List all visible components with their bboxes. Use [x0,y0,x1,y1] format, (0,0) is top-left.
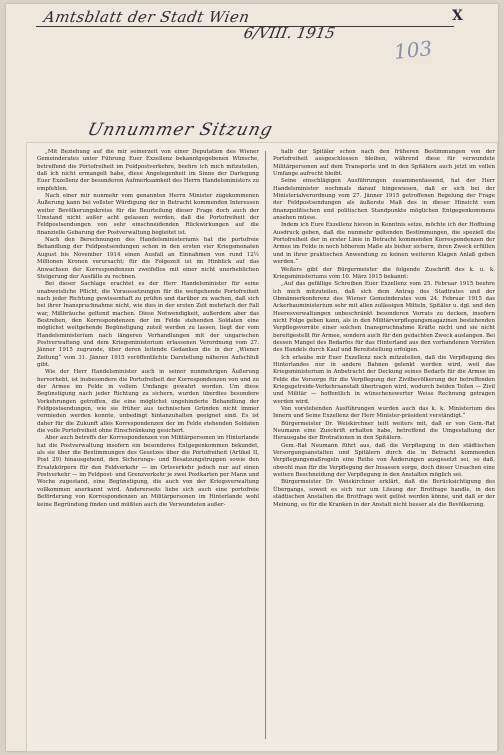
column-divider [265,151,266,739]
left-column [37,149,259,741]
paragraph: halb der Spitäler schon nach den früheren Bestimmungen von der Portofreiheit ausgeschlossen bleiben, während diese für verwundete Militärpersonen auf dem Transporte und in den Spitälern auch jetzt im vollen Umfange aufrecht bleibt. [273,149,495,178]
paragraph: „Auf das gefällige Schreiben Euer Exzellenz vom 25. Februar 1915 beehre ich mich mitzuteilen, daß sich dem Antrag des Stadtrates und der Obmännerkonferenz des Wiener Gemeinderates vom 24. Februar 1915 das Ackerbauministerium sehr mit allen zulässigen Mitteln, Spitäler u. dgl. und den Heeresverwaltungen unbeschränkt besonderen Vorrats zu decken, insofern nicht Folge geben kann, als in den Militärverpflegungsmagazinen bestehenden Verpflegsvorräte einer solchen Inanspruchnahme Kräfte nicht und sie nicht bereitgestellt für Armee, sondern auch für den gedachten Zweck auslangen. Bei dessen Mangel des Bedarfes für das Hinterland aus den vorhandenen Vorräten des Handels durch Kauf und Bereitstellung erfolgen. [273,281,495,354]
paragraph: Bürgermeister Dr. Weiskirchner teilt weiters mit, daß er von Gem.-Rat Neumann eine Zuschrift erhalten habe, betreffend die Umgestaltung der Herausgabe der Brotrationen in den Spitälern. [273,420,495,442]
page-number: 103 [392,36,434,64]
header-underline [36,26,454,27]
handwritten-subtitle: Unnummer Sitzung [85,120,276,140]
paragraph: Indem ich Eure Exzellenz hievon in Kenntnis setze, möchte ich der Hoffnung Ausdruck geben, daß die nunmehr geltenden Bestimmungen, die speziell die Portofreiheit der in erster Linie in Betracht kommenden Korrespondenzen der Armee im Felde in noch höherem Maße als bisher sichern, ihren Zweck erfüllen und in ihrer praktischen Anwendung zu keinen weiteren Klagen Anlaß geben werden.“ [273,222,495,266]
paragraph: Weiters gibt der Bürgermeister die folgende Zuschrift des k. u. k. Kriegsministeriums vom 10. März 1915 bekannt: [273,266,495,280]
paragraph: Seine einschlägigen Ausführungen zusammenfassend, hat der Herr Handelsminister nochmals darauf hingewiesen, daß er sich bei der Ministerialverordnung vom 27. Jänner 1915 getroffenen Regelung der Frage der Feldpostsendungen als äußerste Maß des in dieser Hinsicht vom finanzpolitischen und politischen Standpunkte möglichen Entgegenkommens ansehen müsse. [273,178,495,222]
paragraph: Bei dieser Sachlage erachtet es der Herr Handelsminister für seine unabweisliche Pflicht, die Voraussetzungen für die weitgehende Portofreiheit nach jeder Richtung gewissenhaft zu prüfen und darüber zu wachen, daß sich bei ihrer Inanspruchnahme nicht, wie dies in der ersten Zeit mehrfach der Fall war, Mißbräuche geltend machen. Diese Notwendigkeit, außerdem aber das Bestreben, den Korrespondenzen der im Felde stehenden Soldaten eine möglichst weitgehende Begünstigung zuteil werden zu lassen, liegt der vom Handelsministerium nach längeren Verhandlungen mit der ungarischen Postverwaltung und dem Kriegsministerium erlassenen Verordnung vom 27. Jänner 1915 zugrunde, über deren leitende Gedanken die in der „Wiener Zeitung“ vom 31. Jänner 1915 veröffentlichte Darstellung näheren Aufschluß gibt. [37,281,259,368]
paragraph: Gem.-Rat Neumann führt aus, daß die Verpflegung in den städtischen Versorgungsanstalten und Spitälern durch die in Betracht kommenden Verpflegungsmaßregeln eine Reihe von Änderungen ausgesetzt sei, so daß, obwohl man für die Verpflegung der Insassen sorge, doch dieser Ursachen eine weitere Beschneidung der Verpflegung in den Anstalten möglich sei. [273,442,495,479]
paragraph: Wie der Herr Handelsminister auch in seiner nunmehrigen Äußerung hervorhebt, ist insbesondere die Portofreiheit der Korrespondenzen von und zu der Armee im Felde in vollem Umfange gewahrt worden. Um diese Begünstigung nach jeder Richtung zu sichern, wurden überdies besondere Vorkehrungen getroffen, die eine möglichst ungehinderte Behandlung der Feldpostsendungen, wie sie früher aus technischen Gründen nicht immer vermieden werden konnte, unbedingt hintanzuhalten geeignet sind. Es ist daher für die Zukunft alles Korrespondenzen der im Felde stehenden Soldaten die volle Portofreiheit ohne Einschränkung gesichert. [37,369,259,435]
paragraph: Bürgermeister Dr. Weiskirchner erklärt, daß die Berücksichtigung des Übergangs, soweit es sich nur um Lösung der Brotfrage handle, in den städtischen Anstalten die Brotfrage weit gelöst werden könne, und daß er der Meinung, es für die Kranken in der Anstalt nicht besser als die Bevölkerung. [273,479,495,508]
paragraph: Ich erlaube mir Euer Exzellenz noch mitzuteilen, daß die Verpflegung des Hinterlandes nur in andere Bahnen gelenkt werden wird, weil das Kriegsministerium in Anbetracht der Deckung seines Bedarfs für die Armee im Felde die Vorsorge für die Verpflegung der Zivilbevölkerung der betreffenden Kriegsgetreide-Verkehrsanstalt übertragen wird, wodurch beiden Teilen — Zivil und Militär — hoffentlich in wünschenswerter Weise Rechnung getragen werden wird. [273,354,495,405]
handwritten-date: 6/VIII. 1915 [242,24,337,42]
archive-page [6,4,498,751]
paragraph: Von vorstehenden Ausführungen wurden auch das k. k. Ministerium des Innern und Seine Exzellenz der Herr Minister-präsident verständigt.“ [273,406,495,420]
right-column [273,149,495,745]
newspaper-clipping [26,142,498,752]
roman-numeral: X [452,8,463,24]
paragraph: Nach einer mir nunmehr vom genannten Herrn Minister zugekommenen Äußerung kann bei vollster Würdigung der in Betracht kommenden Interessen weiter Bevölkerungskreise für die Beurteilung dieser Frage doch auch der Umstand nicht außer acht gelassen werden, daß die Portofreiheit der Feldpostsendungen von sehr einschneidenden Rückwirkungen auf die finanzielle Gebarung der Postverwaltung begleitet ist. [37,193,259,236]
paragraph: „Mit Beziehung auf die mir seinerzeit von einer Deputation des Wiener Gemeinderates unter Führung Euer Exzellenz bekanntgegebenen Wünsche, betreffend die Portofreiheit im Feldpostverkehre, beehre ich mich mitzuteilen, daß ich nicht ermangelt habe, diese Angelegenheit im Sinne der Darlegung Euer Exzellenz der besonderen Aufmerksamkeit des Herrn Handelsministers zu empfehlen. [37,149,259,192]
paragraph: Nach den Berechnungen des Handelsministeriums hat die portofreie Behandlung der Feldpostsendungen schon in den ersten vier Kriegsmonaten August bis November 1914 einen Ausfall an Einnahmen von rund 12½ Millionen Kronen verursacht; für die Folgezeit ist im Hinblick auf das Anwachsen der Korrespondenzen zweifellos mit einer nicht unerheblichen Steigerung der Ausfälle zu rechnen. [37,237,259,280]
paragraph: Aber auch betreffs der Korrespondenzen von Militärpersonen im Hinterlande hat die Postverwaltung insofern ein besonderes Entgegenkommen bekundet, als sie über die Bestimmungen des Gesetzes über die Portofreiheit (Artikel II, Post 29) hinausgehend, den Sicherungs- und Besatzungstruppen sowie den Ersatzkörpern für den Feldverkehr — im Ortsverkehr jedoch nur auf einen Postverkehr — im Feldpost- und Grenzverkehr je zwei Postkarten per Mann und Woche zugestand, eine Begünstigung, die auch von der Kriegsverwaltung vollkommen anerkannt wird. Andererseits liebe sich auch eine portofreie Beförderung von Korrespondenzen an Militärpersonen im Hinterlande wohl keine Begründung finden und müßten auch die Verwundeten außer- [37,435,259,508]
handwritten-title: Amtsblatt der Stadt Wien [42,8,252,26]
